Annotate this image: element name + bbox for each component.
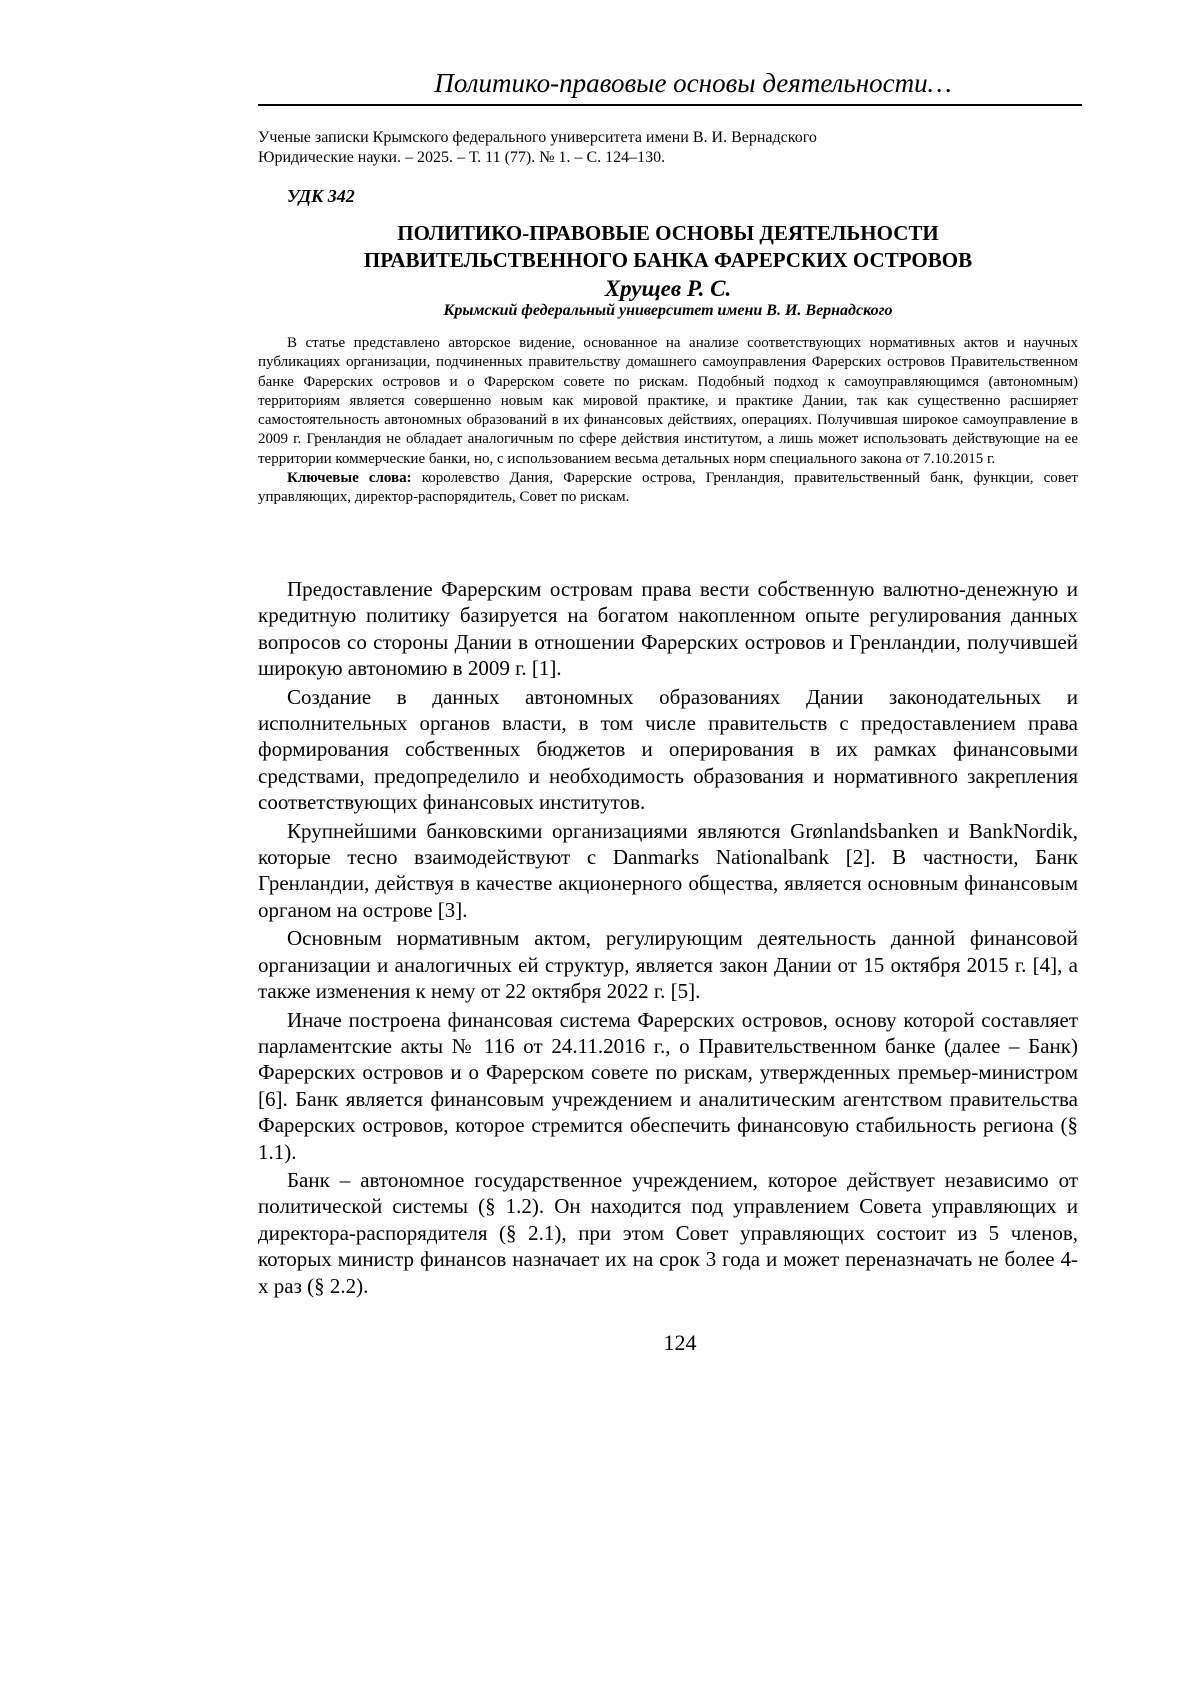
abstract-text: В статье представлено авторское видение, основанное на анализе соответствующих нормативных актов и научных публикациях организации, подчиненных правительству домашнего самоуправления Фарерских островов Правительственном банке Фарерских островов и о Фарерском совете по рискам. Подобный подход к самоуправляющимся (автономным) территориям является совершенно новым как мировой практике, и практике Дании, так как существенно расширяет самостоятельность автономных образований в их финансовых действиях, операциях. Получившая широкое самоуправление в 2009 г. Гренландия не обладает аналогичным по сфере действия институтом, а лишь может использовать действующие на ее территории коммерческие банки, но, с использованием весьма детальных норм специального закона от 7.10.2015 г.	[258, 335, 1078, 467]
keywords-text: королевство Дания, Фарерские острова, Гренландия, правительственный банк, функции, совет управляющих, директор-распорядитель, Совет по рискам.	[258, 470, 1078, 506]
udk-code: УДК 342	[287, 186, 355, 206]
body-paragraph: Предоставление Фарерским островам права вести собственную валютно-денежную и кредитную политику базируется на богатом накопленном опыте регулирования данных вопросов со стороны Дании в отношении Фарерских островов и Гренландии, получившей широкую автономию в 2009 г. [1].	[258, 577, 1078, 681]
title-line-1: ПОЛИТИКО-ПРАВОВЫЕ ОСНОВЫ ДЕЯТЕЛЬНОСТИ	[397, 221, 939, 245]
keywords-label: Ключевые слова:	[287, 470, 412, 487]
journal-line-2: Юридические науки. – 2025. – Т. 11 (77). № 1. – С. 124–130.	[258, 149, 666, 166]
running-head: Политико-правовые основы деятельности…	[434, 68, 952, 98]
article-title	[258, 220, 1078, 274]
body-paragraph: Основным нормативным актом, регулирующим деятельность данной финансовой организации и аналогичных ей структур, является закон Дании от 15 октября 2015 г. [4], а также изменения к нему от 22 октября 2022 г. [5].	[258, 926, 1078, 1004]
article-body	[258, 576, 1078, 1301]
abstract	[258, 334, 1078, 508]
header-rule	[258, 104, 1082, 106]
body-paragraph: Крупнейшими банковскими организациями являются Grønlandsbanken и BankNordik, которые тесно взаимодействуют с Danmarks Nationalbank [2]. В частности, Банк Гренландии, действуя в качестве акционерного общества, является основным финансовым органом на острове [3].	[258, 818, 1078, 922]
journal-citation	[258, 128, 1078, 168]
body-paragraph: Банк – автономное государственное учреждением, которое действует независимо от политической системы (§ 1.2). Он находится под управлением Совета управляющих и директора-распорядителя (§ 2.1), при этом Совет управляющих состоит из 5 членов, которых министр финансов назначает их на срок 3 года и может переназначать не более 4-х раз (§ 2.2).	[258, 1167, 1078, 1298]
author-name: Хрущев Р. С.	[604, 276, 732, 301]
title-line-2: ПРАВИТЕЛЬСТВЕННОГО БАНКА ФАРЕРСКИХ ОСТРОВОВ	[363, 248, 973, 272]
author-affiliation: Крымский федеральный университет имени В. И. Вернадского	[443, 302, 893, 319]
page-number: 124	[663, 1330, 697, 1355]
keywords	[258, 469, 1078, 508]
body-paragraph: Создание в данных автономных образованиях Дании законодательных и исполнительных органов власти, в том числе правительств с предоставлением права формирования собственных бюджетов и оперирования в их рамках финансовыми средствами, предопределило и необходимость образования и нормативного закрепления соответствующих финансовых институтов.	[258, 684, 1078, 815]
body-paragraph: Иначе построена финансовая система Фарерских островов, основу которой составляет парламентские акты № 116 от 24.11.2016 г., о Правительственном банке (далее – Банк) Фарерских островов и о Фарерском совете по рискам, утвержденных премьер-министром [6]. Банк является финансовым учреждением и аналитическим агентством правительства Фарерских островов, которое стремится обеспечить финансовую стабильность региона (§ 1.1).	[258, 1007, 1078, 1164]
journal-line-1: Ученые записки Крымского федерального университета имени В. И. Вернадского	[258, 129, 817, 146]
